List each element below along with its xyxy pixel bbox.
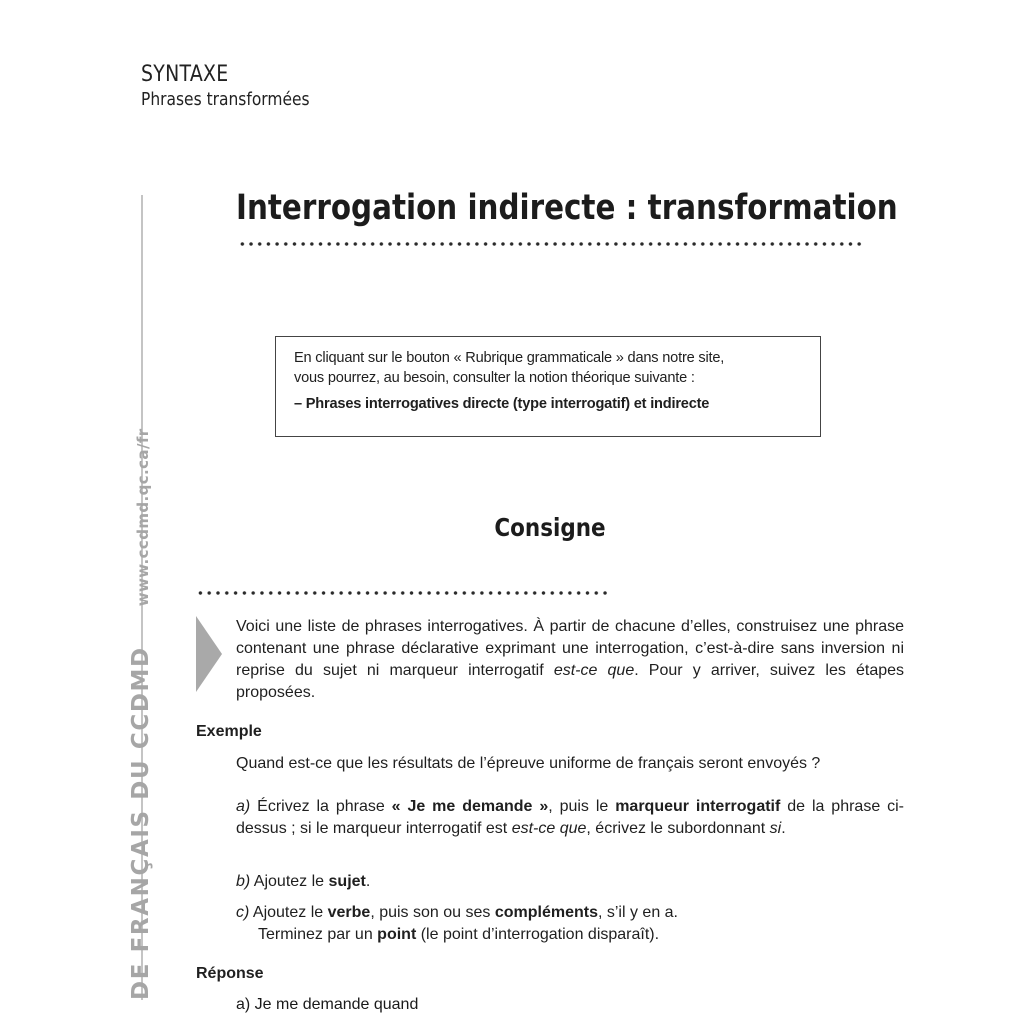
page-title: Interrogation indirecte : transformation	[236, 188, 898, 228]
info-line: En cliquant sur le bouton « Rubrique grammaticale » dans notre site,	[294, 350, 725, 366]
section-title: SYNTAXE	[141, 62, 229, 87]
arrow-icon	[196, 616, 222, 692]
example-question: Quand est-ce que les résultats de l’épreuve uniforme de français seront envoyés ?	[236, 755, 821, 772]
consigne-text: Voici une liste de phrases interrogatives. À partir de chacune d’elles, construisez une phrase contenant une phrase déclarative exprimant une interrogation, c’est-à-dire sans inversion ni reprise du sujet ni marqueur interrogatif est-ce que. Pour y arriver, suivez les étapes proposées.	[236, 618, 905, 701]
consigne-heading: Consigne	[494, 513, 606, 542]
page-header	[141, 62, 337, 110]
subsection-title: Phrases transformées	[141, 89, 310, 110]
consigne-dotted-rule	[196, 590, 608, 596]
answer-label: Réponse	[196, 965, 264, 982]
info-line: vous pourrez, au besoin, consulter la notion théorique suivante :	[294, 370, 695, 386]
answer-first-line: a) Je me demande quand	[236, 996, 419, 1013]
step-a: a) Écrivez la phrase « Je me demande », puis le marqueur interrogatif de la phrase ci-dessus ; si le marqueur interrogatif est est-ce que, écrivez le subordonnant si.	[236, 798, 904, 837]
example-label: Exemple	[196, 723, 262, 740]
step-b: b) Ajoutez le sujet.	[236, 873, 371, 890]
info-item: – Phrases interrogatives directe (type interrogatif) et indirecte	[294, 396, 710, 412]
title-dotted-rule	[238, 241, 862, 247]
step-c: c) Ajoutez le verbe, puis son ou ses compléments, s’il y en a. Terminez par un point (le point d’interrogation disparaît).	[236, 904, 678, 943]
publisher-url: www.ccdmd.qc.ca/fr	[134, 428, 152, 607]
publisher-name: DE FRANÇAIS DU CCDMD	[128, 646, 154, 1000]
info-box	[275, 336, 821, 437]
